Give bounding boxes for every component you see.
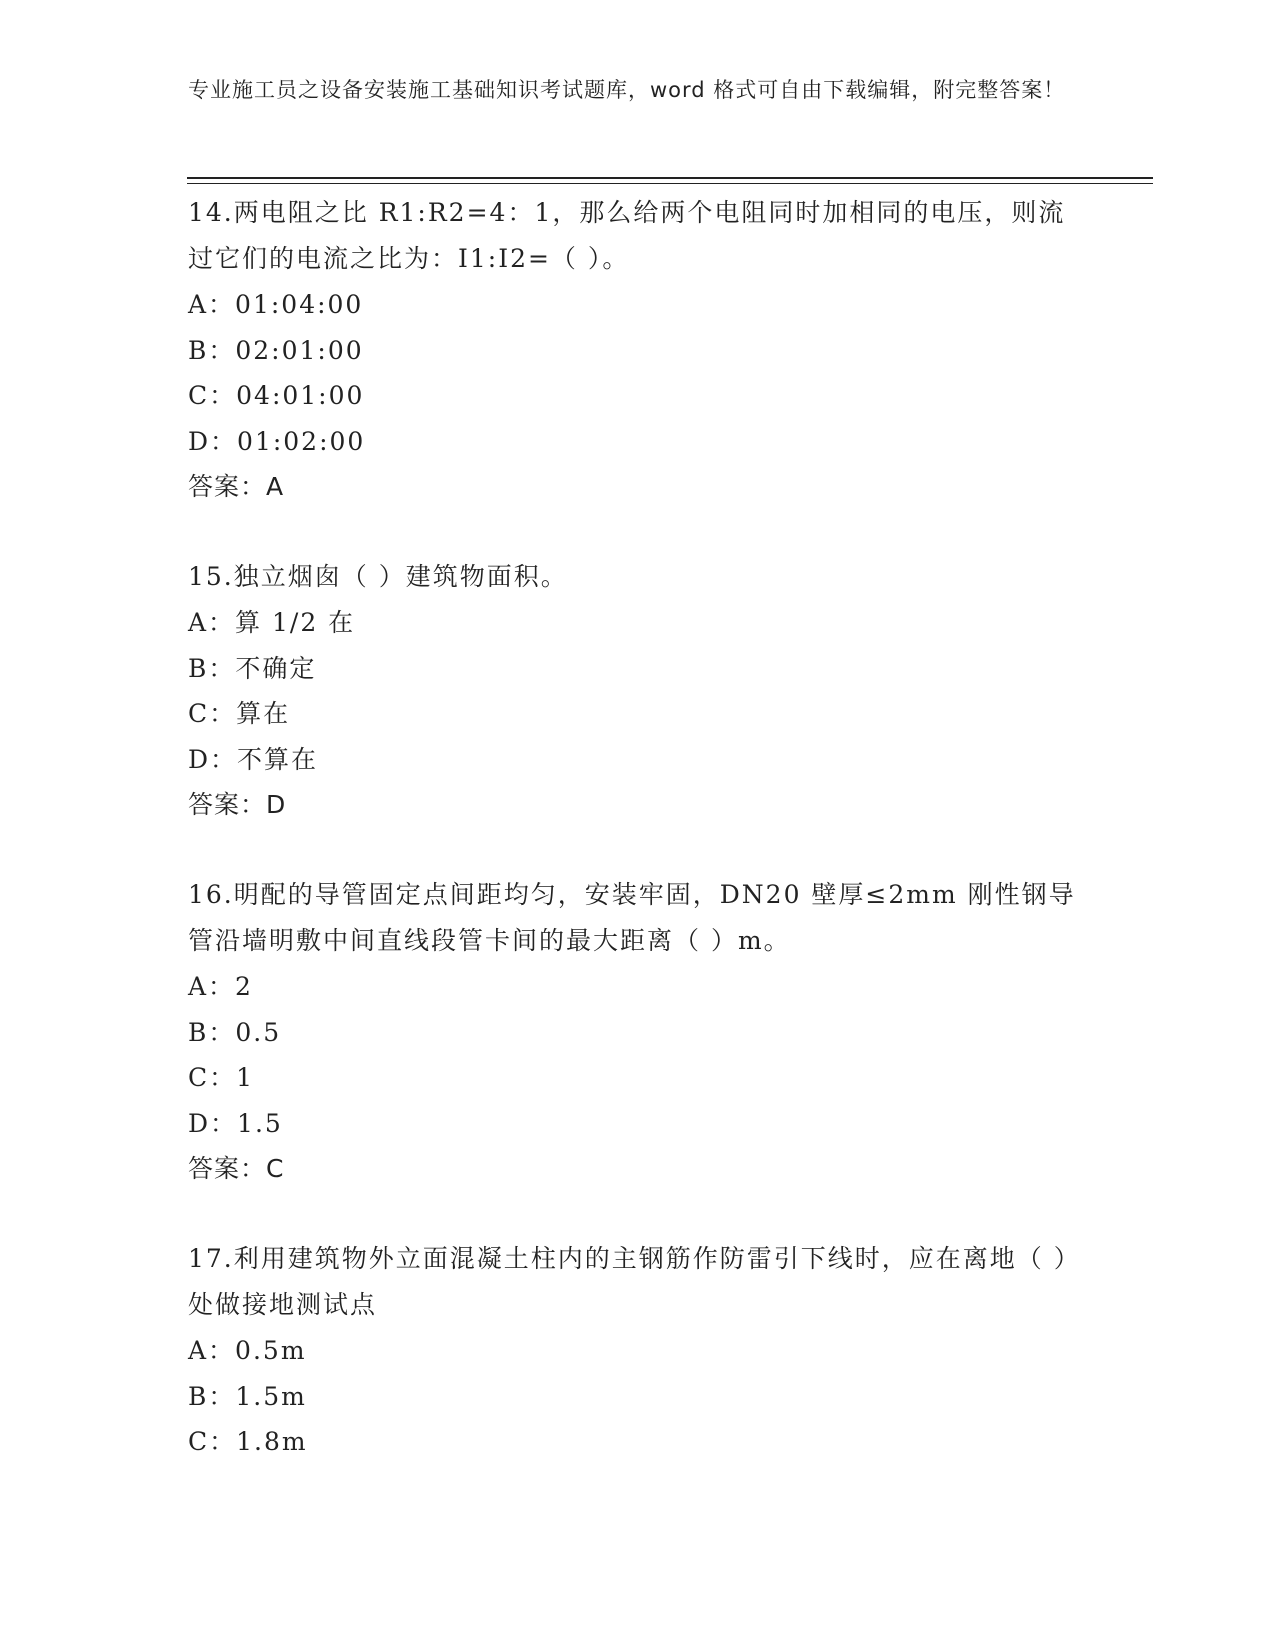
question-text: 16.明配的导管固定点间距均匀，安装牢固，DN20 壁厚≤2mm 刚性钢导管沿墙明敷中间直线段管卡间的最大距离（ ）m。 <box>188 880 1076 955</box>
option-a: A：算 1/2 在 <box>188 608 356 637</box>
option-c: C：04:01:00 <box>188 381 365 410</box>
question-16 <box>188 872 1088 1191</box>
option-a: A：2 <box>188 972 253 1001</box>
answer-line: 答案：A <box>188 472 285 501</box>
question-17 <box>188 1236 1088 1465</box>
option-a: A：01:04:00 <box>188 290 364 319</box>
option-c: C：1 <box>188 1063 255 1092</box>
question-text: 17.利用建筑物外立面混凝土柱内的主钢筋作防雷引下线时，应在离地（ ）处做接地测试点 <box>188 1244 1081 1319</box>
option-d: D：1.5 <box>188 1108 283 1138</box>
header-divider-thin <box>187 183 1153 184</box>
question-text: 15.独立烟囱（ ）建筑物面积。 <box>188 562 568 591</box>
answer-line: 答案：C <box>188 1154 285 1183</box>
question-list <box>188 190 1088 1465</box>
question-15 <box>188 554 1088 827</box>
option-b: B：1.5m <box>188 1381 307 1411</box>
option-a: A：0.5m <box>188 1336 307 1365</box>
option-c: C：1.8m <box>188 1427 308 1456</box>
answer-line: 答案：D <box>188 790 287 819</box>
question-text: 14.两电阻之比 R1:R2=4：1，那么给两个电阻同时加相同的电压，则流过它们的电流之比为：I1:I2=（ ）。 <box>188 198 1066 273</box>
option-d: D：01:02:00 <box>188 426 366 456</box>
question-spacer <box>188 827 1088 872</box>
option-b: B：02:01:00 <box>188 335 364 365</box>
document-header: 专业施工员之设备安装施工基础知识考试题库，word 格式可自由下载编辑，附完整答案！ <box>188 78 1066 102</box>
option-b: B：0.5 <box>188 1017 282 1047</box>
option-c: C：算在 <box>188 699 291 728</box>
option-d: D：不算在 <box>188 744 319 774</box>
question-spacer <box>188 1191 1088 1236</box>
header-divider-thick <box>187 177 1153 179</box>
question-14 <box>188 190 1088 509</box>
question-spacer <box>188 509 1088 554</box>
option-b: B：不确定 <box>188 653 317 683</box>
